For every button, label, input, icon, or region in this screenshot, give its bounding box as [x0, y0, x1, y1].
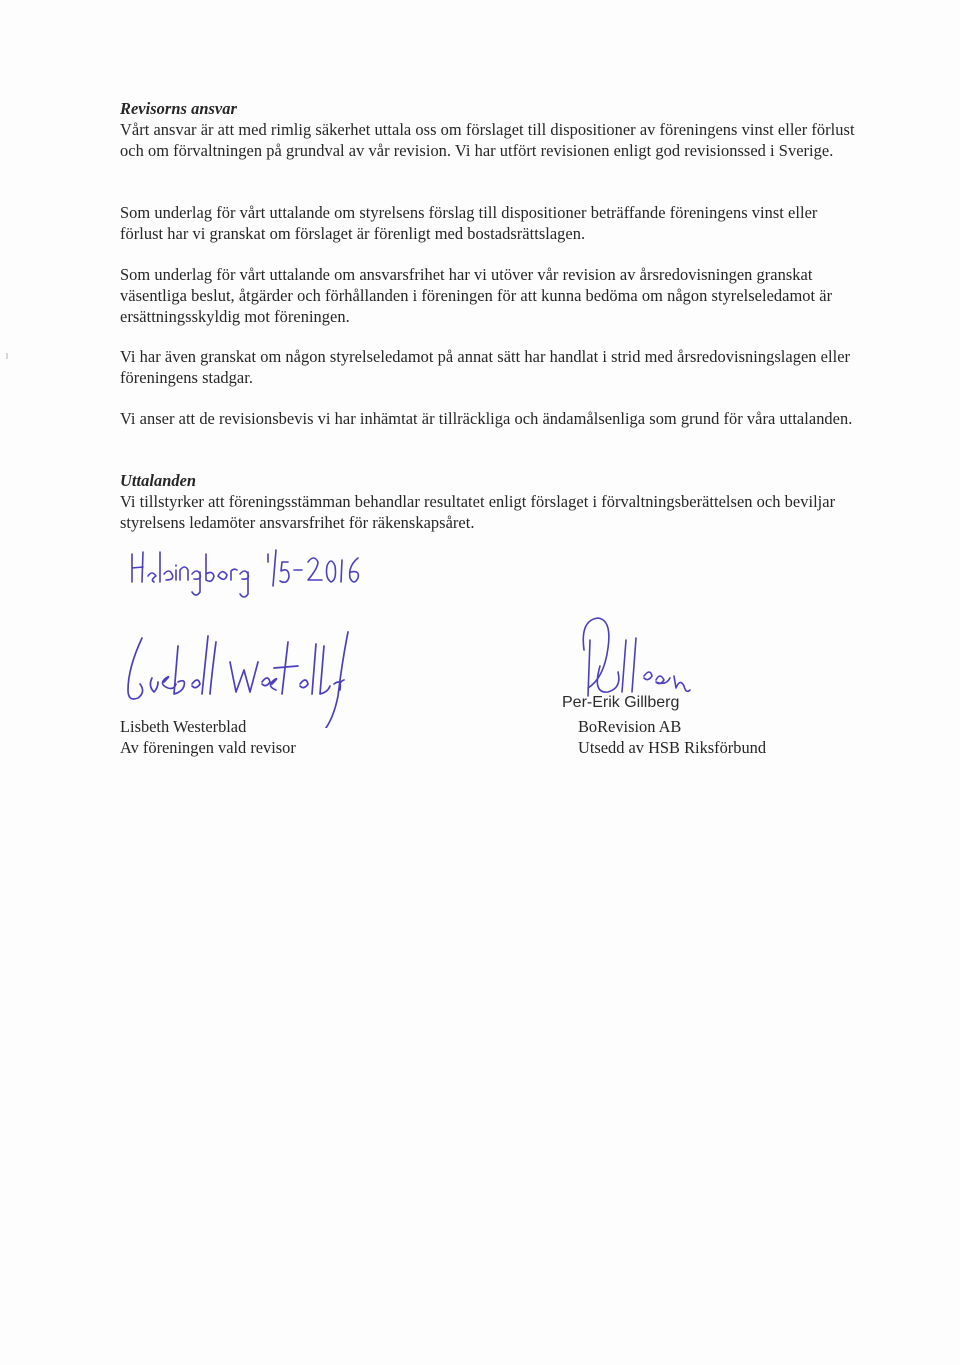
handwritten-place-date [110, 540, 410, 610]
section-heading-uttalanden: Uttalanden [120, 471, 197, 490]
paragraph-revisionsbevis-text: Vi anser att de revisionsbevis vi har inhämtat är tillräckliga och ändamålsenliga som grund för våra uttalanden. [120, 409, 853, 428]
section-uttalanden [120, 470, 860, 533]
scan-artifact [6, 353, 8, 359]
paragraph-underlag-forslag [120, 202, 860, 244]
paragraph-tillstyrker: Vi tillstyrker att föreningsstämman behandlar resultatet enligt förslaget i förvaltningsberättelsen och beviljar styrelsens ledamöter ansvarsfrihet för räkenskapsåret. [120, 492, 836, 532]
paragraph-granskat-strid-text: Vi har även granskat om någon styrelseledamot på annat sätt har handlat i strid med årsredovisningslagen eller föreningens stadgar. [120, 347, 851, 387]
section-heading-revisorns-ansvar: Revisorns ansvar [120, 99, 237, 118]
signatory-right-company: BoRevision AB [578, 717, 682, 736]
printed-name-per-erik-gillberg: Per-Erik Gillberg [562, 694, 680, 711]
signature-lisbeth-westerblad [112, 628, 352, 728]
signatory-right-appointed-by: Utsedd av HSB Riksförbund [578, 738, 767, 757]
section-revisorns-ansvar [120, 98, 860, 161]
signatory-left-name: Lisbeth Westerblad [120, 717, 247, 736]
paragraph-underlag-ansvarsfrihet [120, 264, 860, 327]
paragraph-underlag-ansvarsfrihet-text: Som underlag för vårt uttalande om ansvarsfrihet har vi utöver vår revision av årsredovisningen granskat väsentliga beslut, åtgärder och förhållanden i föreningen för att kunna bedöma om någon styrelseledamot är ersättningsskyldig mot föreningen. [120, 265, 833, 326]
paragraph-granskat-strid [120, 346, 860, 388]
paragraph-ansvar: Vårt ansvar är att med rimlig säkerhet uttala oss om förslaget till dispositioner av föreningens vinst eller förlust och om förvaltningen på grundval av vår revision. Vi har utfört revisionen enligt god revisionssed i Sverige. [120, 120, 855, 160]
paragraph-underlag-forslag-text: Som underlag för vårt uttalande om styrelsens förslag till dispositioner beträffande föreningens vinst eller förlust har vi granskat om förslaget är förenligt med bostadsrättslagen. [120, 203, 818, 243]
signatory-left-role: Av föreningen vald revisor [120, 738, 296, 757]
paragraph-revisionsbevis [120, 408, 860, 429]
